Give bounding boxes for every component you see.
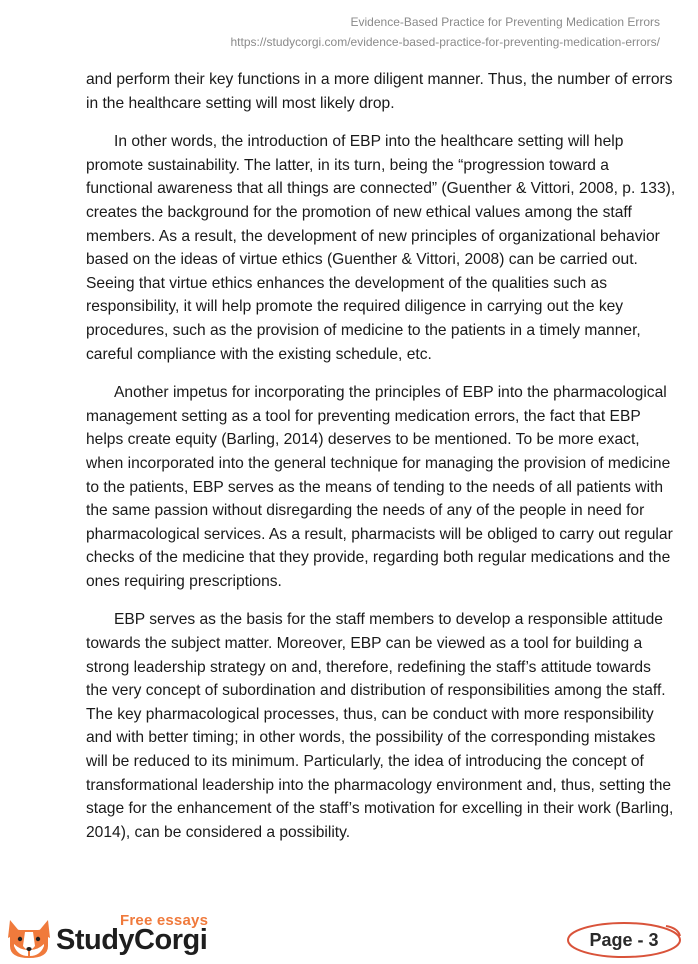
logo-tagline: Free essays xyxy=(120,912,209,929)
paragraph-leadership: EBP serves as the basis for the staff members to develop a responsible attitude towards the subject matter. Moreover, EBP can be viewed as a tool for building a strong leadership strategy on and, therefore, redefining the staff’s attitude towards the very concept of subordination and distribution of responsibilities among the staff. The key pharmacological processes, thus, can be conduct with more responsibility and with better timing; in other words, the possibility of the corresponding mistakes will be reduced to its minimum. Particularly, the idea of introducing the concept of transformational leadership into the pharmacology environment and, thus, setting the stage for the enhancement of the staff’s motivation for excelling in their work (Barling, 2014), can be considered a possibility. xyxy=(86,611,674,841)
logo-wordmark: StudyCorgi xyxy=(56,924,208,956)
page-header xyxy=(230,12,660,52)
studycorgi-logo[interactable] xyxy=(4,908,224,960)
page-number: Page - 3 xyxy=(589,930,659,950)
paragraph-continuation: and perform their key functions in a more diligent manner. Thus, the number of errors in the healthcare setting will most likely drop. xyxy=(86,71,673,112)
source-url[interactable]: https://studycorgi.com/evidence-based-practice-for-preventing-medication-errors/ xyxy=(230,35,660,49)
corgi-icon xyxy=(4,916,54,960)
essay-body xyxy=(86,68,676,844)
document-title: Evidence-Based Practice for Preventing Medication Errors xyxy=(350,15,660,29)
page-number-badge xyxy=(566,920,682,960)
paragraph-sustainability: In other words, the introduction of EBP into the healthcare setting will help promote sustainability. The latter, in its turn, being the “progression toward a functional awareness that all things are connected” (Guenther & Vittori, 2008, p. 133), creates the background for the promotion of new ethical values among the staff members. As a result, the development of new principles of organizational behavior based on the ideas of virtue ethics (Guenther & Vittori, 2008) can be carried out. Seeing that virtue ethics enhances the development of the qualities such as responsibility, it will help promote the required diligence in carrying out the key procedures, such as the provision of medicine to the patients in a timely manner, careful compliance with the existing schedule, etc. xyxy=(86,133,676,363)
paragraph-equity: Another impetus for incorporating the principles of EBP into the pharmacological management setting as a tool for preventing medication errors, the fact that EBP helps create equity (Barling, 2014) deserves to be mentioned. To be more exact, when incorporated into the general technique for managing the provision of medicine to the patients, EBP serves as the means of tending to the needs of all patients with the same passion without disregarding the needs of any of the people in need for pharmacological services. As a result, pharmacists will be obliged to carry out regular checks of the medicine that they provide, regarding both regular medications and the ones requiring prescriptions. xyxy=(86,384,673,590)
